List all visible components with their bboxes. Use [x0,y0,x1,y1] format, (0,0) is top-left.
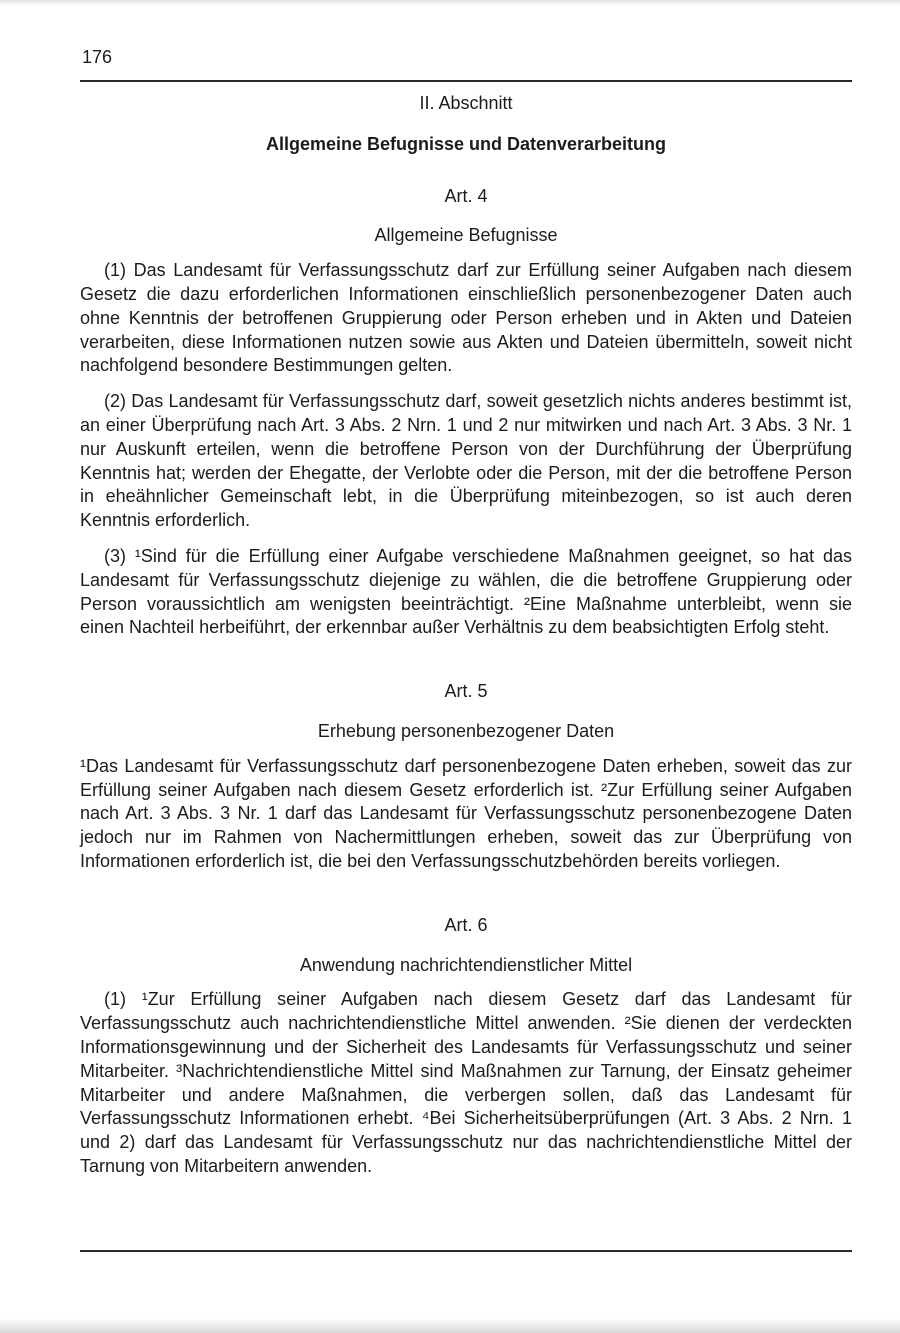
article-paragraph: (3) ¹Sind für die Erfüllung einer Aufgabe verschiedene Maßnahmen geeignet, so hat das Landesamt für Verfassungsschutz diejenige zu wählen, die die betroffene Gruppierung oder Person voraussichtlich am wenigsten beeinträchtigt. ²Eine Maßnahme unterbleibt, wenn sie einen Nachteil herbeiführt, der erkennbar außer Verhältnis zu dem beabsichtigten Erfolg steht. [80,545,852,638]
scan-bottom-edge [0,1318,900,1333]
footer-rule [80,1250,852,1252]
article-title: Erhebung personenbezogener Daten [317,720,615,741]
scan-top-edge [0,0,900,6]
article-paragraph: (1) ¹Zur Erfüllung seiner Aufgaben nach diesem Gesetz darf das Landesamt für Verfassungsschutz auch nachrichtendienstliche Mittel anwenden. ²Sie dienen der verdeckten Informationsgewinnung und der Sicherheit des Landesamts für Verfassungsschutz und seiner Mitarbeiter. ³Nachrichtendienstliche Mittel sind Maßnahmen zur Tarnung, der Einsatz geheimer Mitarbeiter und andere Maßnahmen, die verbergen sollen, daß das Landesamt für Verfassungsschutz Informationen erhebt. ⁴Bei Sicherheitsüberprüfungen (Art. 3 Abs. 2 Nrn. 1 und 2) darf das Landesamt für Verfassungsschutz nur das nachrichtendienstliche Mittel der Tarnung von Mitarbeitern anwenden. [80,989,852,1176]
article-number: Art. 4 [444,185,488,206]
page-number: 176 [82,47,113,67]
article-paragraph: (2) Das Landesamt für Verfassungsschutz darf, soweit gesetzlich nichts anderes bestimmt ist, an einer Überprüfung nach Art. 3 Abs. 2 Nrn. 1 und 2 nur mitwirken und nach Art. 3 Abs. 3 Nr. 1 nur Auskunft erteilen, wenn die betroffene Person von der Durchführung der Überprüfung Kenntnis hat; werden der Ehegatte, der Verlobte oder die Person, mit der die betroffene Person in eheähnlicher Gemeinschaft lebt, in die Überprüfung miteinbezogen, so ist auch deren Kenntnis erforderlich. [80,391,852,531]
document-body [80,92,852,1191]
section-heading: II. Abschnitt [419,93,513,113]
article-title: Allgemeine Befugnisse [374,225,558,246]
article-paragraph: ¹Das Landesamt für Verfassungsschutz darf personenbezogene Daten erheben, soweit das zur Erfüllung seiner Aufgaben nach diesem Gesetz erforderlich ist. ²Zur Erfüllung seiner Aufgaben nach Art. 3 Abs. 3 Nr. 1 darf das Landesamt für Verfassungsschutz personenbezogene Daten jedoch nur im Rahmen von Nachermittlungen erheben, soweit das zur Überprüfung von Informationen erforderlich ist, die bei den Verfassungsschutzbehörden bereits vorliegen. [80,755,852,871]
article-4 [80,185,852,641]
header-rule [80,80,852,82]
article-5 [80,680,852,874]
article-number: Art. 5 [444,681,488,702]
article-paragraph: (1) Das Landesamt für Verfassungsschutz darf zur Erfüllung seiner Aufgaben nach diesem Gesetz die dazu erforderlichen Informationen einschließlich personenbezogener Daten auch ohne Kenntnis der betroffenen Gruppierung oder Person erheben und in Akten und Dateien verarbeiten, diese Informationen nutzen sowie aus Akten und Dateien übermitteln, soweit nicht nachfolgend besondere Bestimmungen gelten. [80,260,852,376]
article-number: Art. 6 [444,914,488,935]
article-title: Anwendung nachrichtendienstlicher Mittel [299,954,633,975]
section-title: Allgemeine Befugnisse und Datenverarbeitung [265,133,667,154]
article-6 [80,914,852,1179]
